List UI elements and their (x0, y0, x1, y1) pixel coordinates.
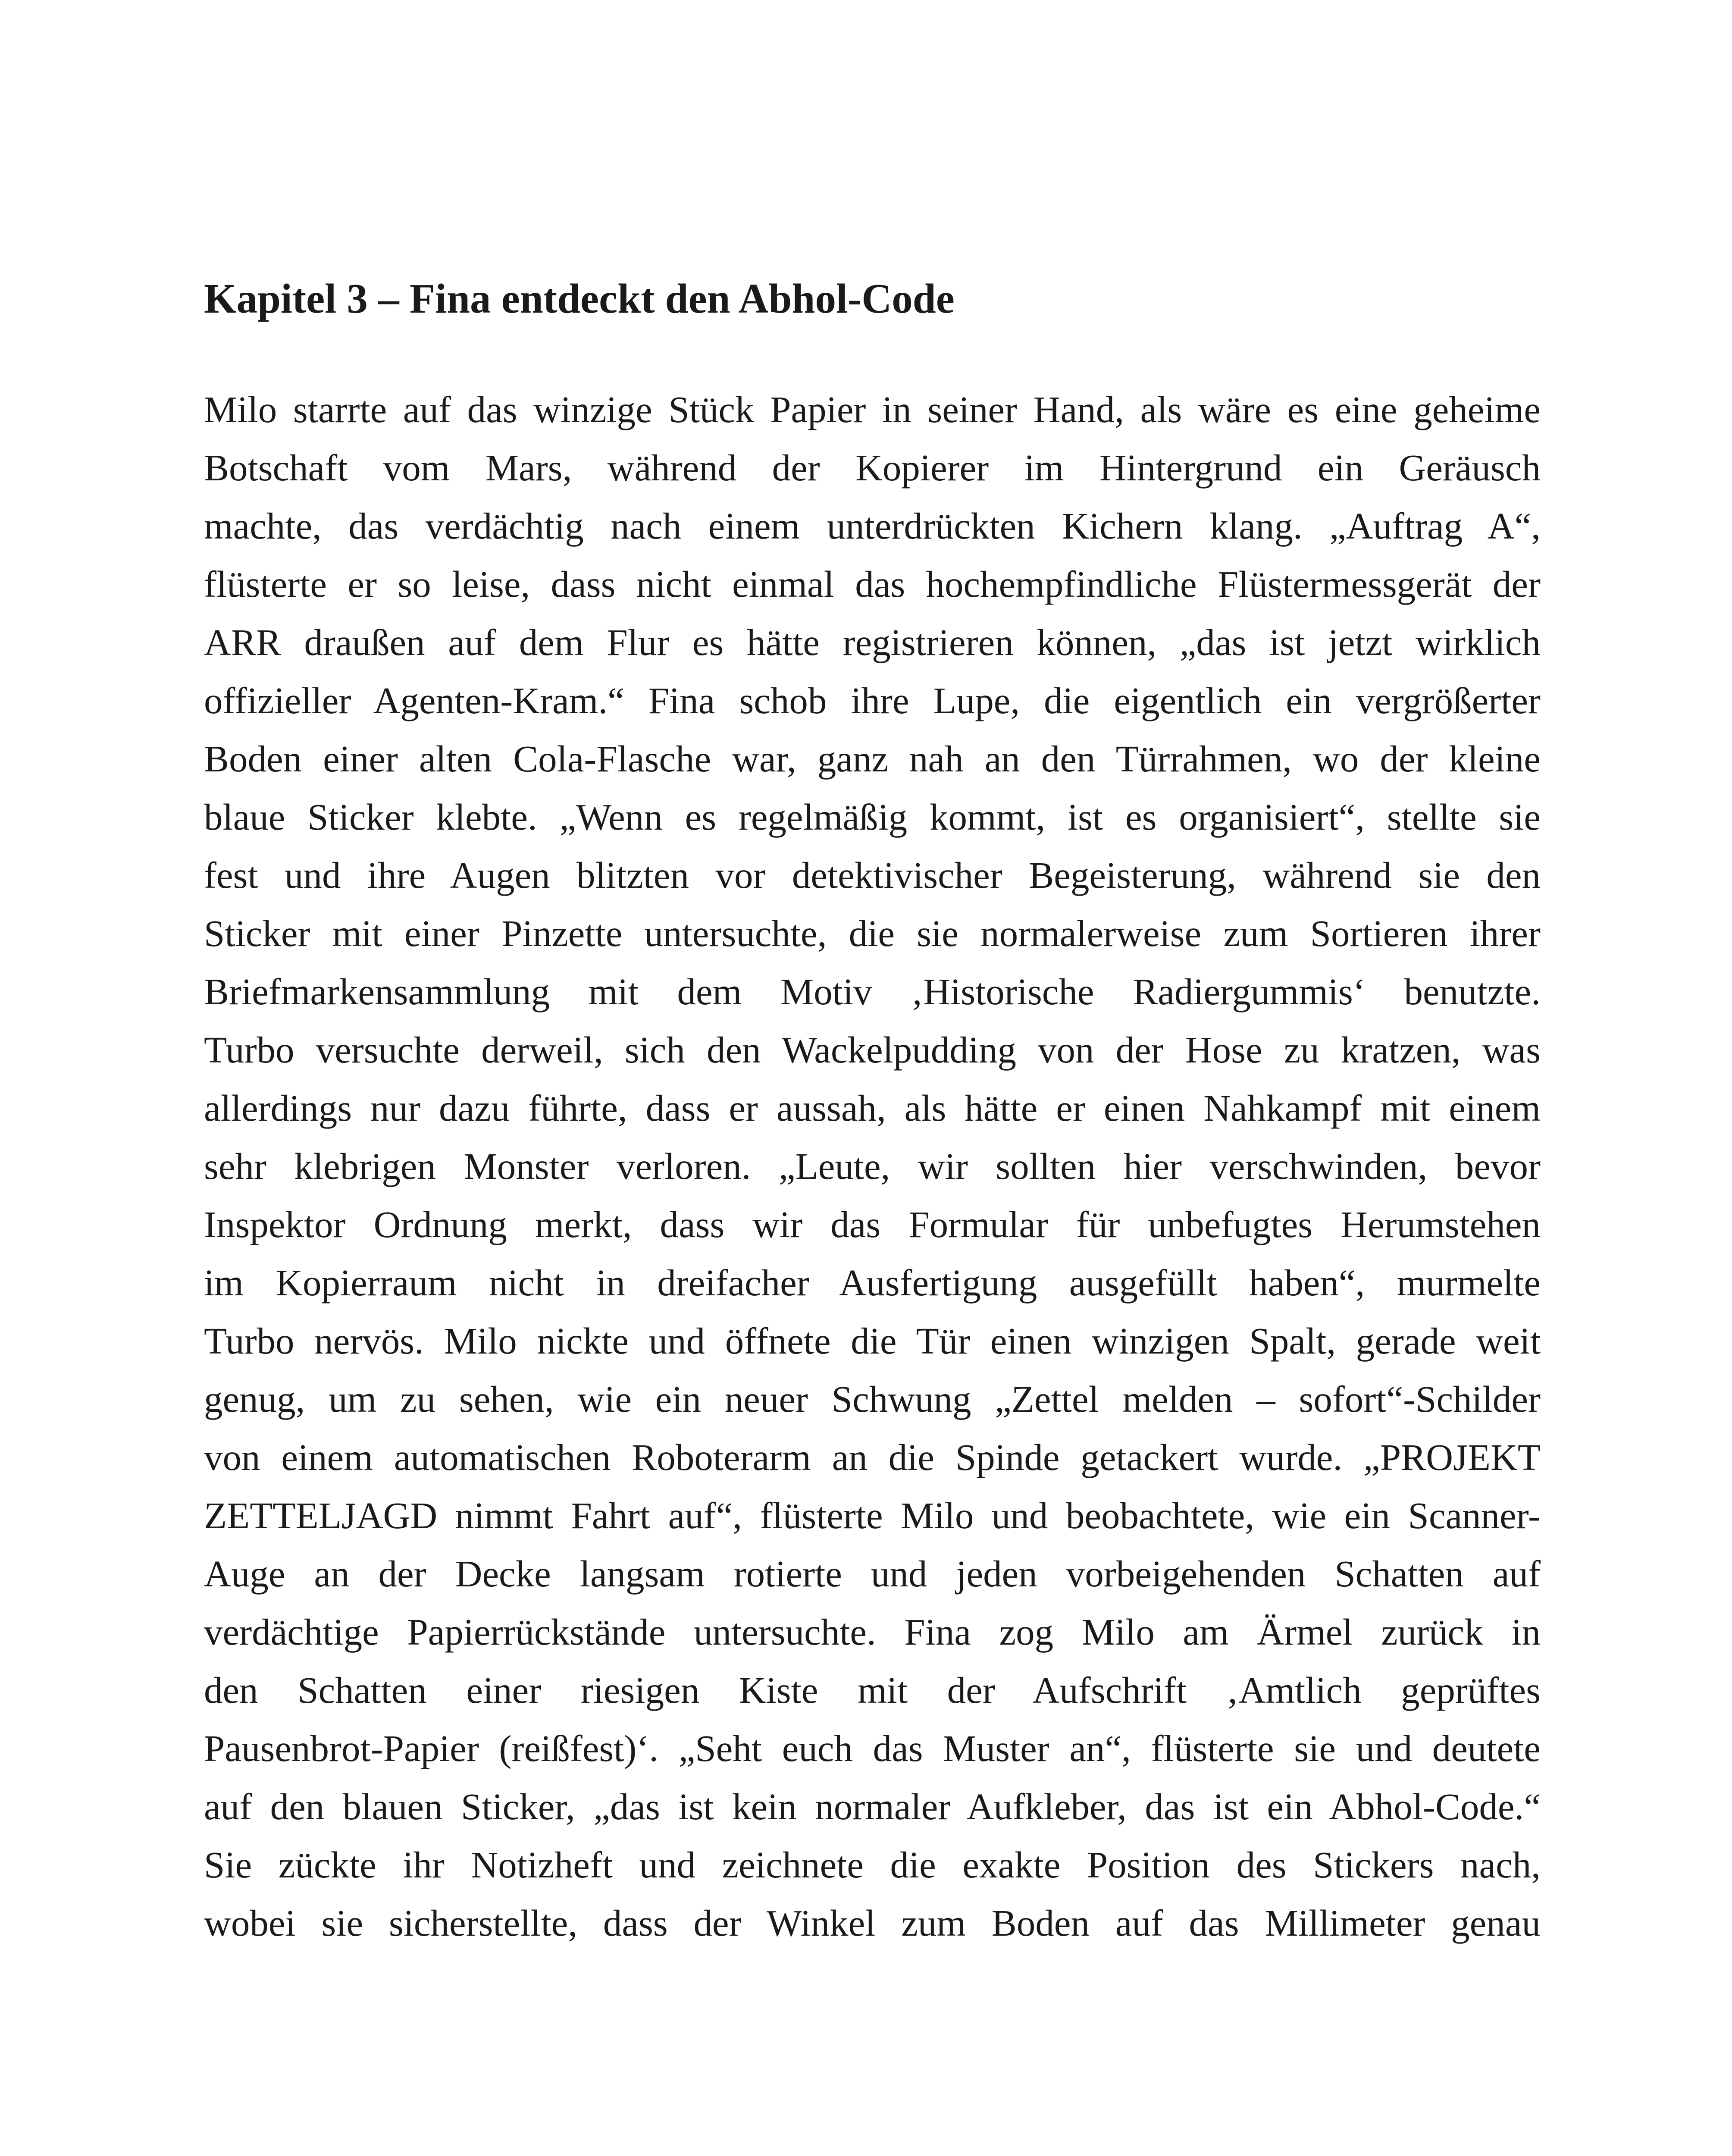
text-line: Turbo versuchte derweil, sich den Wackelpudding von der Hose zu kratzen, was (204, 1028, 1541, 1071)
text-line: machte, das verdächtig nach einem unterdrückten Kichern klang. „Auftrag A“, (204, 505, 1541, 547)
text-line: Briefmarkensammlung mit dem Motiv ‚Historische Radiergummis‘ benutzte. (204, 970, 1541, 1012)
text-line: fest und ihre Augen blitzten vor detektivischer Begeisterung, während sie den (204, 854, 1541, 896)
text-line: sehr klebrigen Monster verloren. „Leute, wir sollten hier verschwinden, bevor (204, 1145, 1541, 1187)
text-line: Milo starrte auf das winzige Stück Papier in seiner Hand, als wäre es eine geheime (204, 388, 1541, 430)
text-line: auf den blauen Sticker, „das ist kein normaler Aufkleber, das ist ein Abhol-Code.“ (204, 1785, 1541, 1827)
text-line: den Schatten einer riesigen Kiste mit der Aufschrift ‚Amtlich geprüftes (204, 1669, 1541, 1711)
text-line: Boden einer alten Cola-Flasche war, ganz nah an den Türrahmen, wo der kleine (204, 737, 1541, 780)
text-line: wobei sie sicherstellte, dass der Winkel zum Boden auf das Millimeter genau (204, 1902, 1541, 1944)
text-line: allerdings nur dazu führte, dass er aussah, als hätte er einen Nahkampf mit einem (204, 1087, 1541, 1129)
page-content (204, 276, 1541, 1952)
body-paragraph (204, 380, 1541, 1952)
text-line: offizieller Agenten-Kram.“ Fina schob ihre Lupe, die eigentlich ein vergrößerter (204, 679, 1541, 721)
text-line: ZETTELJAGD nimmt Fahrt auf“, flüsterte Milo und beobachtete, wie ein Scanner- (204, 1494, 1541, 1536)
text-line: verdächtige Papierrückstände untersuchte. Fina zog Milo am Ärmel zurück in (204, 1611, 1541, 1653)
text-line: Botschaft vom Mars, während der Kopierer im Hintergrund ein Geräusch (204, 446, 1541, 489)
text-line: Inspektor Ordnung merkt, dass wir das Formular für unbefugtes Herumstehen (204, 1203, 1541, 1245)
text-line: im Kopierraum nicht in dreifacher Ausfertigung ausgefüllt haben“, murmelte (204, 1261, 1541, 1304)
text-line: Sie zückte ihr Notizheft und zeichnete die exakte Position des Stickers nach, (204, 1843, 1541, 1886)
text-line: von einem automatischen Roboterarm an die Spinde getackert wurde. „PROJEKT (204, 1436, 1541, 1478)
text-line: Auge an der Decke langsam rotierte und jeden vorbeigehenden Schatten auf (204, 1552, 1541, 1595)
text-line: genug, um zu sehen, wie ein neuer Schwung „Zettel melden – sofort“-Schilder (204, 1378, 1541, 1420)
chapter-title: Kapitel 3 – Fina entdeckt den Abhol-Code (204, 276, 955, 322)
text-line: Sticker mit einer Pinzette untersuchte, die sie normalerweise zum Sortieren ihrer (204, 912, 1541, 954)
text-line: ARR draußen auf dem Flur es hätte registrieren können, „das ist jetzt wirklich (204, 621, 1541, 663)
text-line: Pausenbrot-Papier (reißfest)‘. „Seht euch das Muster an“, flüsterte sie und deutete (204, 1727, 1541, 1769)
text-line: flüsterte er so leise, dass nicht einmal das hochempfindliche Flüstermessgerät der (204, 563, 1541, 605)
text-line: blaue Sticker klebte. „Wenn es regelmäßig kommt, ist es organisiert“, stellte sie (204, 796, 1541, 838)
text-line: Turbo nervös. Milo nickte und öffnete die Tür einen winzigen Spalt, gerade weit (204, 1319, 1541, 1362)
